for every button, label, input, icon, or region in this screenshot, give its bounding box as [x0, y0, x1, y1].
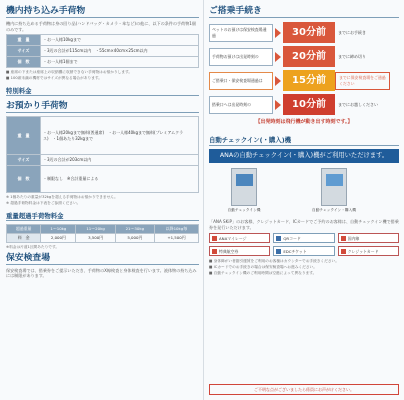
- option-square-icon: [276, 236, 281, 241]
- deadline-value: 20分前: [283, 46, 335, 67]
- kiosk-banner: ANAの自動チェックイン(・購入)機がご利用いただけます。: [209, 149, 399, 164]
- deadline-row: 手荷物お預けは出発時刻の 20分前 までに締め切り: [209, 45, 399, 68]
- kiosk-note: ■ ICカードでのお手続きの場合は保安検査場へお進みください。: [209, 265, 317, 270]
- table-row: 個 数 ・制限なし ※合計重量による: [7, 166, 199, 193]
- checked-baggage-table: [6, 116, 199, 193]
- deadline-value: 30分前: [283, 22, 335, 43]
- option-tile: 国内線: [338, 233, 399, 243]
- kiosk-note: ■ 身体障がい者割引運賃をご利用のお客様はカウンターでお手続きください。: [209, 259, 339, 264]
- table-row: サイズ ・3辺の合計が115cm以内 ・55cm×40cm×25cm以内: [7, 46, 199, 57]
- special-fee-heading: 特別料金: [6, 82, 199, 96]
- arrow-icon: [275, 52, 281, 62]
- departure-note: 【出発時刻は飛行機が動き出す時刻です。】: [255, 119, 353, 125]
- carry-on-note: ■ 座席の下または座席上の収納棚に収納できない手荷物はお預かりします。: [6, 70, 133, 75]
- carry-on-note: ■ 100席未満の機材ではサイズが異なる場合があります。: [6, 76, 102, 81]
- carry-on-heading: 機内持ち込み手荷物: [6, 4, 199, 18]
- checked-note: ※ 1個あたりの重量が32kgを超える手荷物はお預かりできません。: [6, 195, 118, 199]
- option-square-icon: [276, 249, 281, 254]
- deadline-row: 搭乗口へは出発時刻の 10分前 までにお越しください: [209, 93, 399, 116]
- option-tile: EDCチケット: [273, 246, 334, 256]
- kiosk-caption: 自動チェックイン・購入機: [312, 208, 356, 213]
- fold-line: [203, 0, 204, 400]
- left-column: [6, 4, 199, 281]
- option-tile: クレジットカード: [338, 246, 399, 256]
- option-tile: 特典航空券: [209, 246, 270, 256]
- option-square-icon: [341, 236, 346, 241]
- fee-table-heading: 重量超過手荷物料金: [6, 207, 199, 221]
- table-row: 重 量 ・お一人様20kgまで無料(普通席) ・お一人様40kgまで無料(プレミアムクラス) ・1個あたり32kgまで: [7, 117, 199, 155]
- kiosk-heading: 自動チェックイン(・購入)機: [209, 132, 399, 146]
- table-row: 料 金 2,000円 3,500円 5,000円 +1,500円: [7, 233, 199, 242]
- carry-on-table: [6, 34, 199, 68]
- checked-note: ※ 超過手荷物料金は下表をご参照ください。: [6, 200, 81, 205]
- option-square-icon: [212, 249, 217, 254]
- table-row: 重 量 ・お一人様10kgまで: [7, 35, 199, 46]
- kiosk-option-tiles: [209, 233, 399, 256]
- arrow-icon: [275, 76, 281, 86]
- option-tile: QRコード: [273, 233, 334, 243]
- table-row: 個 数 ・お一人様1個まで: [7, 57, 199, 68]
- kiosk-note: ■ 自動チェックイン機のご利用時間は空港によって異なります。: [209, 271, 317, 276]
- arrow-icon: [275, 28, 281, 38]
- option-square-icon: [212, 236, 217, 241]
- footer-notice: ご不明な点がございましたら係員にお声がけください。: [209, 384, 399, 395]
- deadline-row: ペットのお預けは保安検査場通過 30分前 までにお手続き: [209, 21, 399, 44]
- checkin-kiosk-icon: [231, 168, 257, 206]
- carry-on-intro: 機内に持ち込める手荷物は身の回り品(ハンドバッグ・カメラ・傘など)の他に、以下の条件の手荷物1個のみです。: [6, 21, 196, 32]
- table-row: 超過重量 1〜10kg 11〜20kg 21〜30kg 以降10kg毎: [7, 224, 199, 233]
- option-tile: ANAマイレージ: [209, 233, 270, 243]
- kiosk-images: [209, 166, 399, 216]
- arrow-icon: [275, 100, 281, 110]
- kiosk-text: 「ANA SKiP」のお客様、クレジットカード、ICカードでご予約のお客様は、自動チェックイン機で搭乗券を発行いただけます。: [209, 219, 399, 230]
- checked-baggage-heading: お預かり手荷物: [6, 99, 199, 113]
- right-column: [209, 4, 399, 277]
- deadline-value: 10分前: [283, 94, 335, 115]
- fee-note: ※料金は片道1区間あたりです。: [6, 244, 60, 249]
- fee-table: [6, 224, 199, 243]
- security-heading: 保安検査場: [6, 251, 199, 265]
- deadline-value: 15分前: [283, 70, 335, 91]
- table-row: サイズ ・3辺の合計が203cm以内: [7, 155, 199, 166]
- deadline-row: ご搭乗口・保安検査場通過は 15分前 までに保安検査場をご通過ください: [209, 69, 399, 92]
- kiosk-caption: 自動チェックイン機: [227, 208, 261, 213]
- checkin-heading: ご搭乗手続き: [209, 4, 399, 18]
- security-text: 保安検査場では、搭乗券をご提示いただき、手荷物のX線検査と身体検査を行います。液体物の持ち込みには制限があります。: [6, 267, 197, 279]
- purchase-kiosk-icon: [321, 168, 347, 206]
- option-square-icon: [341, 249, 346, 254]
